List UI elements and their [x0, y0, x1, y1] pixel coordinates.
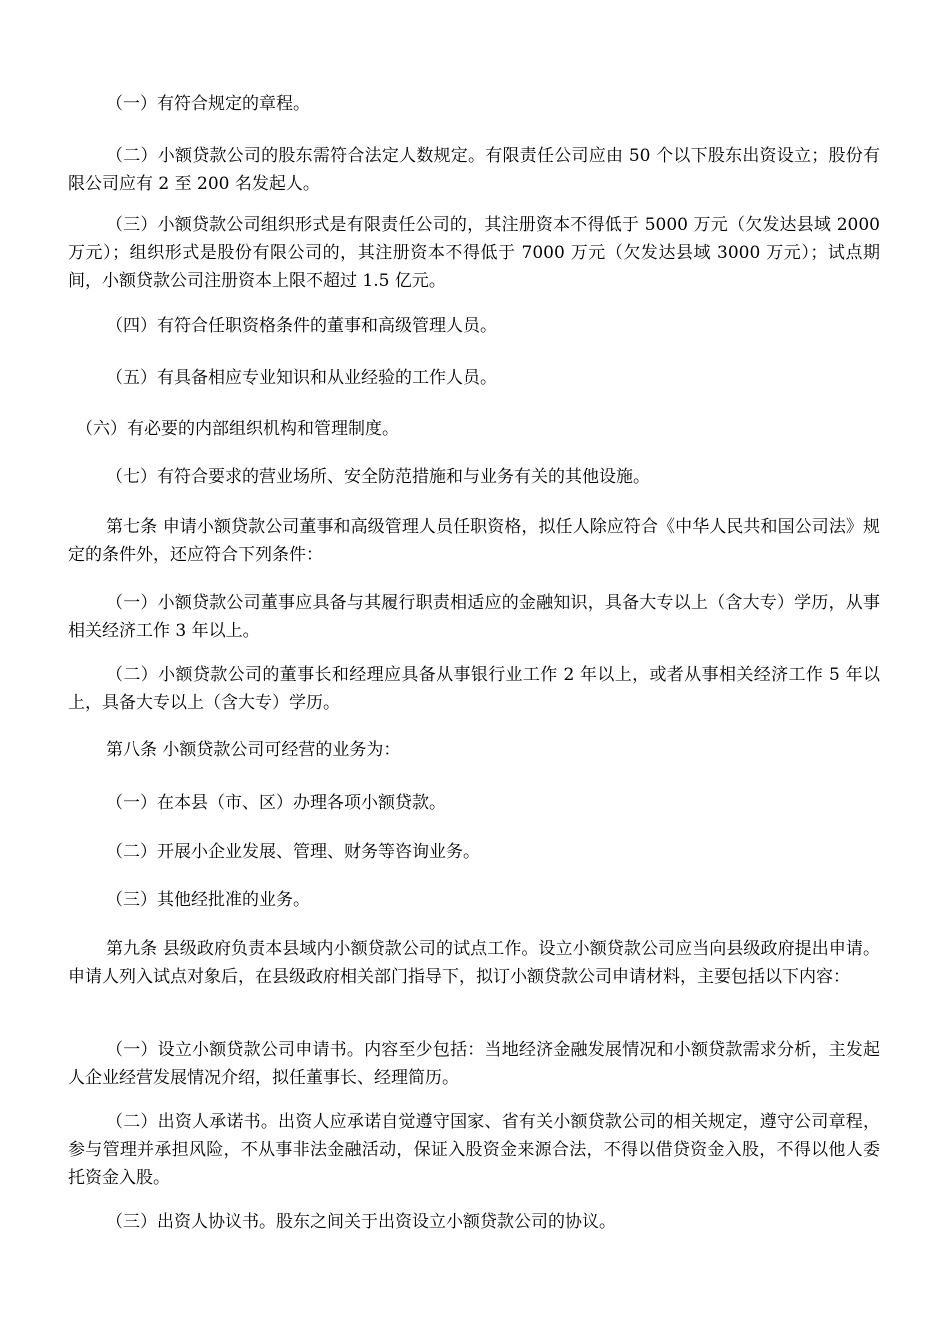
paragraph-12: （一）在本县（市、区）办理各项小额贷款。: [106, 793, 446, 813]
paragraph-16: （一）设立小额贷款公司申请书。内容至少包括：当地经济金融发展情况和小额贷款需求分析，主发起人企业经营发展情况介绍，拟任董事长、经理简历。: [68, 1040, 880, 1088]
paragraph-3: （三）小额贷款公司组织形式是有限责任公司的，其注册资本不得低于 5000 万元（欠发达县域 2000 万元）；组织形式是股份有限公司的，其注册资本不得低于 7000 万元（欠发达县域 3000 万元）；试点期间，小额贷款公司注册资本上限不超过 1.5 亿元。: [68, 215, 880, 291]
paragraph-6: （六）有必要的内部组织机构和管理制度。: [76, 419, 399, 439]
paragraph-9: （一）小额贷款公司董事应具备与其履行职责相适应的金融知识，具备大专以上（含大专）学历，从事相关经济工作 3 年以上。: [68, 593, 880, 641]
article-7: 第七条 申请小额贷款公司董事和高级管理人员任职资格，拟任人除应符合《中华人民共和国公司法》规定的条件外，还应符合下列条件：: [68, 517, 880, 565]
paragraph-5: （五）有具备相应专业知识和从业经验的工作人员。: [106, 368, 497, 388]
paragraph-17: （二）出资人承诺书。出资人应承诺自觉遵守国家、省有关小额贷款公司的相关规定，遵守公司章程，参与管理并承担风险，不从事非法金融活动，保证入股资金来源合法，不得以借贷资金入股，不得以他人委托资金入股。: [68, 1112, 880, 1188]
article-9: 第九条 县级政府负责本县域内小额贷款公司的试点工作。设立小额贷款公司应当向县级政府提出申请。申请人列入试点对象后，在县级政府相关部门指导下，拟订小额贷款公司申请材料，主要包括以下内容：: [68, 939, 880, 987]
paragraph-2: （二）小额贷款公司的股东需符合法定人数规定。有限责任公司应由 50 个以下股东出资设立；股份有限公司应有 2 至 200 名发起人。: [68, 146, 880, 194]
paragraph-7: （七）有符合要求的营业场所、安全防范措施和与业务有关的其他设施。: [106, 467, 650, 487]
paragraph-1: （一）有符合规定的章程。: [106, 94, 310, 114]
paragraph-14: （三）其他经批准的业务。: [106, 890, 310, 910]
paragraph-4: （四）有符合任职资格条件的董事和高级管理人员。: [106, 316, 497, 336]
article-8: 第八条 小额贷款公司可经营的业务为：: [106, 740, 401, 760]
paragraph-13: （二）开展小企业发展、管理、财务等咨询业务。: [106, 842, 480, 862]
paragraph-10: （二）小额贷款公司的董事长和经理应具备从事银行业工作 2 年以上，或者从事相关经济工作 5 年以上，具备大专以上（含大专）学历。: [68, 665, 880, 713]
paragraph-18: （三）出资人协议书。股东之间关于出资设立小额贷款公司的协议。: [106, 1212, 616, 1232]
